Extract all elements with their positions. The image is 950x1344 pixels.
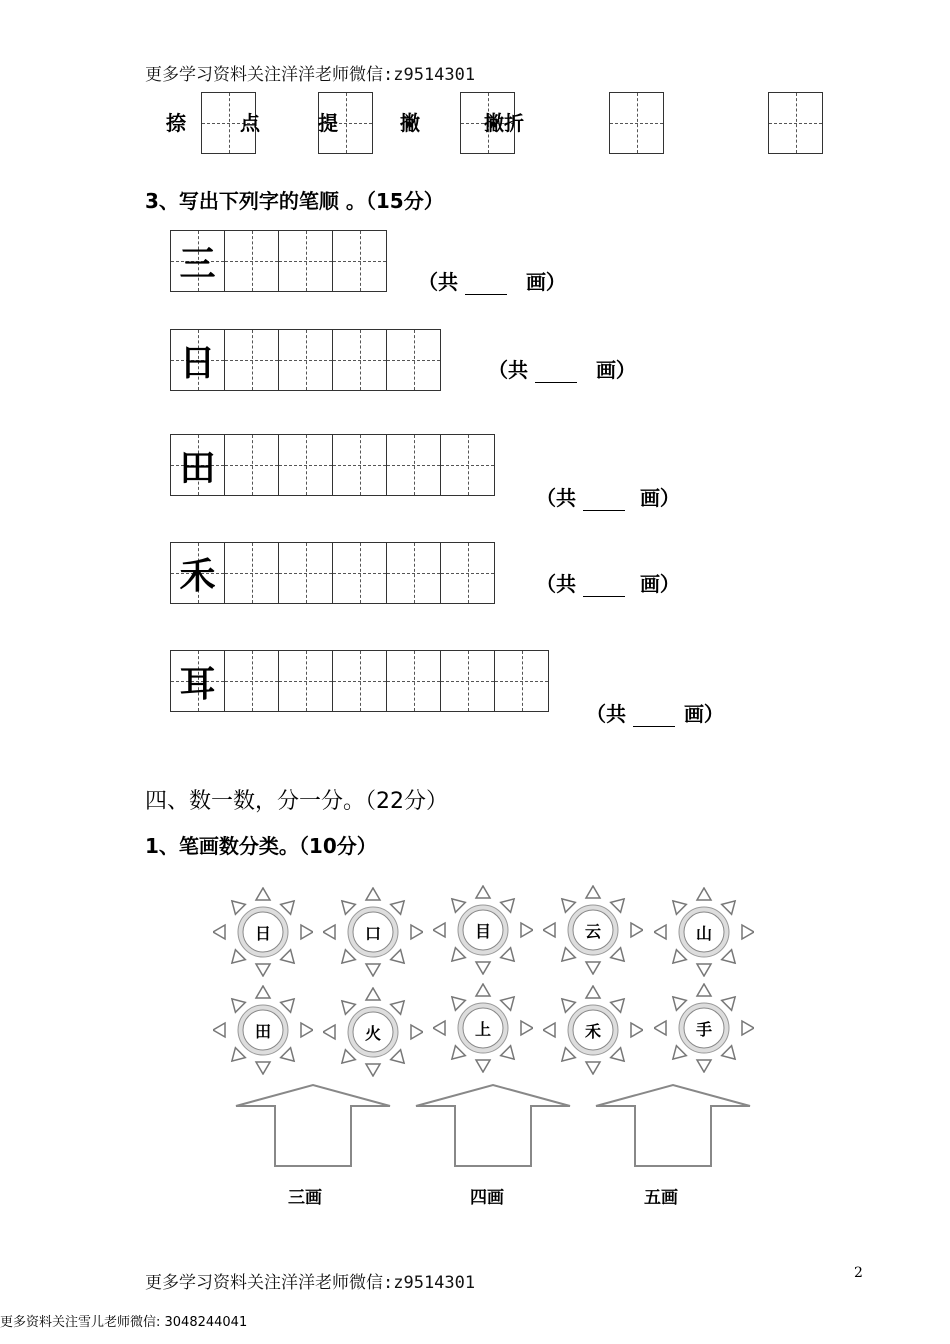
sun-character: 手 xyxy=(695,1019,712,1039)
sun-card[interactable] xyxy=(323,887,423,977)
category-label: 四画 xyxy=(470,1188,504,1208)
writing-cell[interactable] xyxy=(440,434,495,496)
writing-cell[interactable] xyxy=(278,650,333,712)
header-watermark: 更多学习资料关注洋洋老师微信:z9514301 xyxy=(145,65,476,85)
char-cell xyxy=(170,434,225,496)
writing-cell[interactable] xyxy=(332,542,387,604)
sun-card[interactable] xyxy=(433,983,533,1073)
sun-card[interactable] xyxy=(213,887,313,977)
sun-card[interactable] xyxy=(433,885,533,975)
question-4-1-title: 1、笔画数分类。（10分） xyxy=(145,834,377,858)
count-prefix: （共 xyxy=(536,572,576,596)
sun-character: 上 xyxy=(474,1019,491,1039)
stroke-name: 撇折 xyxy=(484,111,524,135)
sample-character: 田 xyxy=(179,447,216,489)
writing-cell[interactable] xyxy=(332,434,387,496)
writing-cell[interactable] xyxy=(494,650,549,712)
stroke-count xyxy=(488,354,636,383)
bottom-note: 更多资料关注雪儿老师微信: 3048244041 xyxy=(0,1315,248,1330)
stroke-order-row xyxy=(170,434,494,496)
writing-cell[interactable] xyxy=(278,329,333,391)
sample-character: 禾 xyxy=(179,555,216,597)
count-prefix: （共 xyxy=(488,358,528,382)
char-cell xyxy=(170,230,225,292)
sun-character: 山 xyxy=(695,923,712,943)
stroke-order-row xyxy=(170,230,386,292)
sun-character: 日 xyxy=(254,923,271,943)
stroke-name: 捺 xyxy=(166,111,186,135)
stroke-order-row xyxy=(170,542,494,604)
writing-cell[interactable] xyxy=(386,329,441,391)
sun-card[interactable] xyxy=(323,987,423,1077)
writing-box xyxy=(609,92,664,154)
sample-character: 三 xyxy=(179,243,216,285)
sun-character: 口 xyxy=(364,923,381,943)
category-arrow-icon[interactable] xyxy=(233,1083,393,1169)
stroke-count xyxy=(536,568,680,597)
page-number: 2 xyxy=(854,1265,863,1281)
writing-cell[interactable] xyxy=(224,650,279,712)
count-blank[interactable] xyxy=(633,726,675,727)
count-suffix: 画） xyxy=(639,486,680,510)
sun-character: 火 xyxy=(364,1023,381,1043)
footer-watermark: 更多学习资料关注洋洋老师微信:z9514301 xyxy=(145,1273,476,1293)
sample-character: 耳 xyxy=(179,663,216,705)
writing-cell[interactable] xyxy=(224,329,279,391)
writing-cell[interactable] xyxy=(332,650,387,712)
category-arrow-icon[interactable] xyxy=(413,1083,573,1169)
count-suffix: 画） xyxy=(595,358,636,382)
sample-character: 日 xyxy=(179,342,216,384)
writing-cell[interactable] xyxy=(278,434,333,496)
count-blank[interactable] xyxy=(535,382,577,383)
count-prefix: （共 xyxy=(536,486,576,510)
writing-cell[interactable] xyxy=(224,542,279,604)
writing-cell[interactable] xyxy=(440,650,495,712)
stroke-count xyxy=(586,698,724,727)
question-3-title: 3、写出下列字的笔顺 。（15分） xyxy=(145,189,444,213)
count-blank[interactable] xyxy=(465,294,507,295)
count-suffix: 画） xyxy=(639,572,680,596)
sun-character: 云 xyxy=(584,921,601,941)
count-prefix: （共 xyxy=(586,702,626,726)
writing-cell[interactable] xyxy=(278,230,333,292)
writing-cell[interactable] xyxy=(332,230,387,292)
sun-card[interactable] xyxy=(543,885,643,975)
char-cell xyxy=(170,650,225,712)
category-label: 五画 xyxy=(644,1188,678,1208)
count-suffix: 画） xyxy=(525,270,566,294)
stroke-name: 提 xyxy=(318,111,338,135)
count-suffix: 画） xyxy=(683,702,724,726)
writing-cell[interactable] xyxy=(224,434,279,496)
category-label: 三画 xyxy=(288,1188,322,1208)
writing-cell[interactable] xyxy=(224,230,279,292)
stroke-count xyxy=(536,482,680,511)
count-blank[interactable] xyxy=(583,510,625,511)
writing-cell[interactable] xyxy=(278,542,333,604)
stroke-order-row xyxy=(170,650,548,712)
stroke-name: 点 xyxy=(240,111,260,135)
sun-card[interactable] xyxy=(654,983,754,1073)
writing-box xyxy=(768,92,823,154)
sun-character: 田 xyxy=(254,1021,271,1041)
stroke-count xyxy=(418,266,566,295)
char-cell xyxy=(170,542,225,604)
section-4-title: 四、数一数，分一分。（22分） xyxy=(145,789,448,814)
sun-card[interactable] xyxy=(543,985,643,1075)
stroke-order-row xyxy=(170,329,440,391)
count-prefix: （共 xyxy=(418,270,458,294)
writing-cell[interactable] xyxy=(332,329,387,391)
stroke-name: 撇 xyxy=(400,111,420,135)
writing-cell[interactable] xyxy=(386,434,441,496)
writing-cell[interactable] xyxy=(386,542,441,604)
writing-cell[interactable] xyxy=(386,650,441,712)
sun-card[interactable] xyxy=(654,887,754,977)
sun-card[interactable] xyxy=(213,985,313,1075)
category-arrow-icon[interactable] xyxy=(593,1083,753,1169)
writing-cell[interactable] xyxy=(440,542,495,604)
count-blank[interactable] xyxy=(583,596,625,597)
char-cell xyxy=(170,329,225,391)
sun-character: 禾 xyxy=(584,1021,601,1041)
sun-character: 目 xyxy=(474,921,491,941)
